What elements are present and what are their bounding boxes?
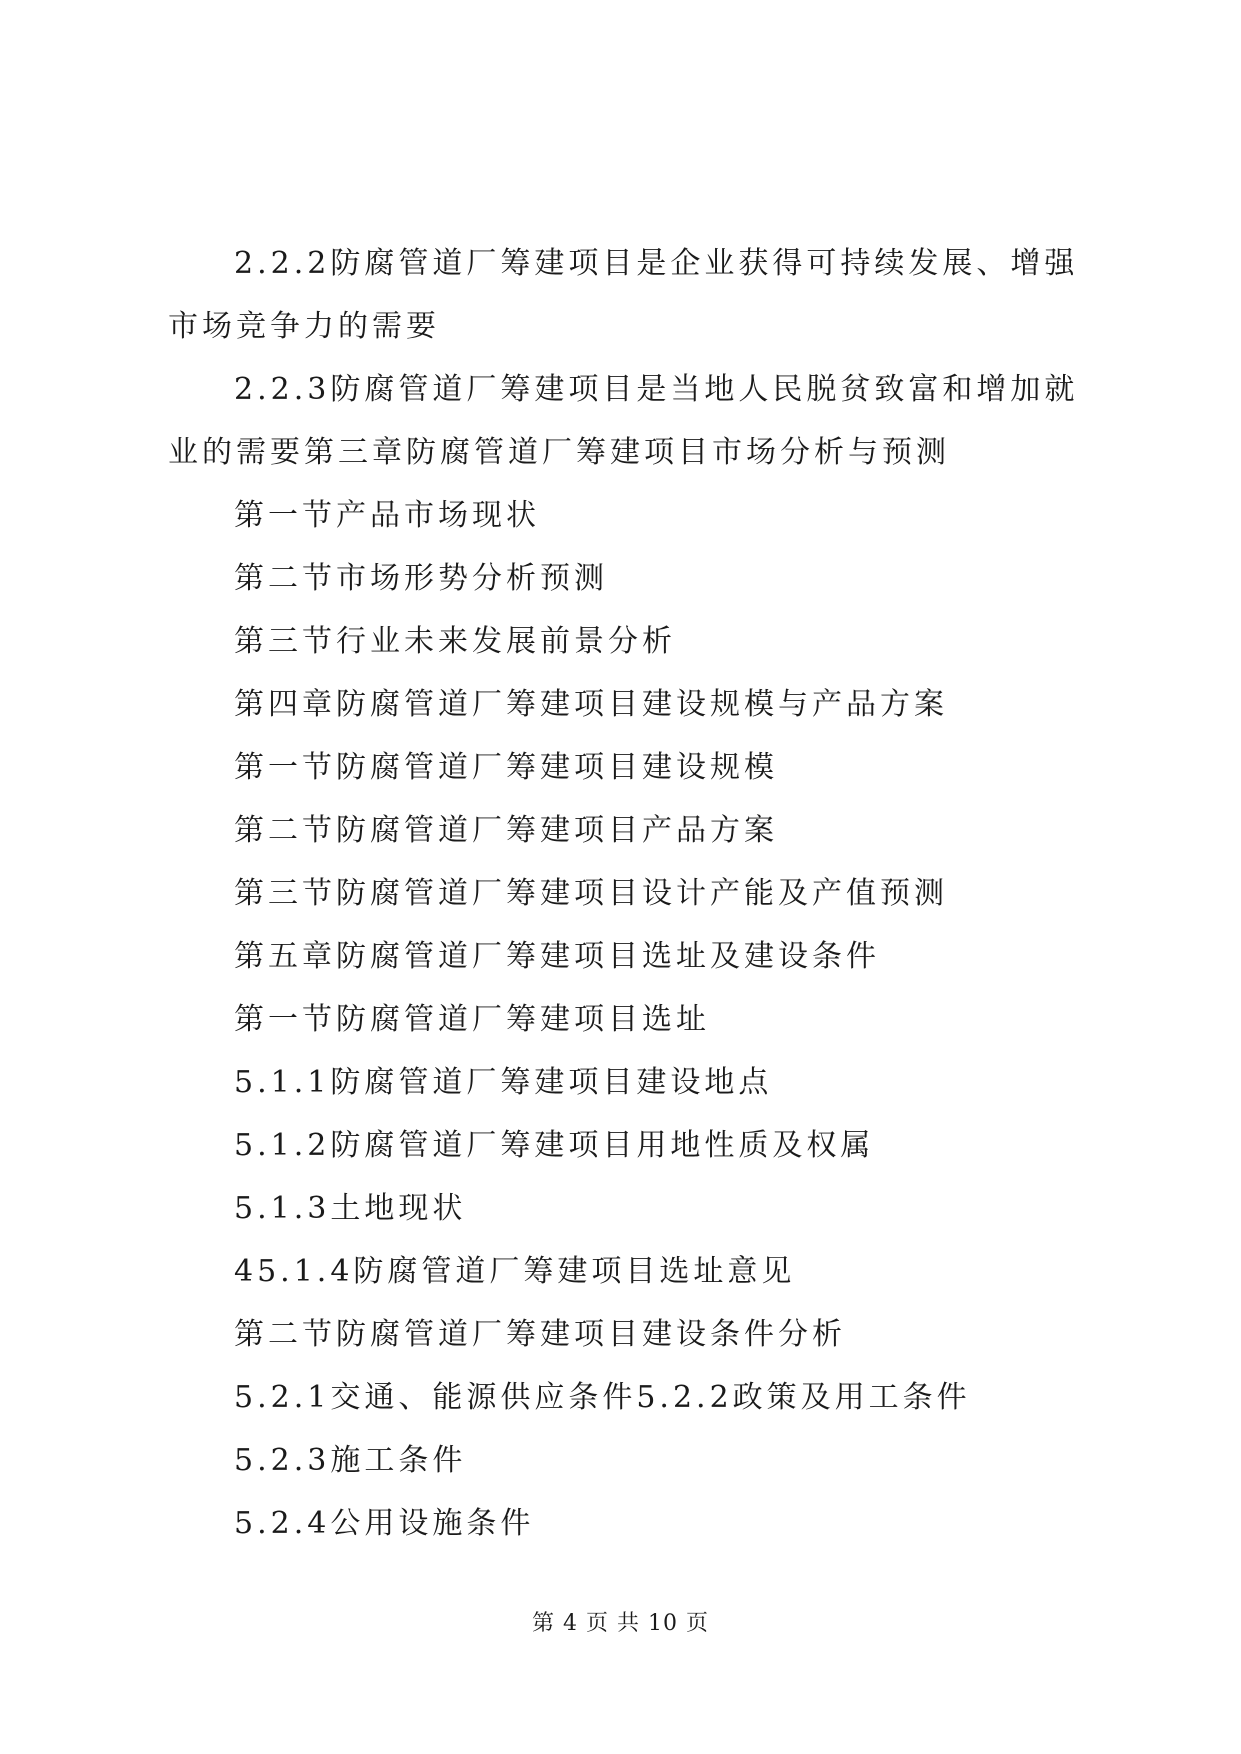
toc-line: 第三节防腐管道厂筹建项目设计产能及产值预测 xyxy=(234,876,948,911)
toc-line: 45.1.4防腐管道厂筹建项目选址意见 xyxy=(234,1254,796,1289)
toc-line: 5.2.4公用设施条件 xyxy=(234,1506,535,1541)
toc-line: 5.2.3施工条件 xyxy=(234,1443,467,1478)
paragraph-2-2-3: 2.2.3防腐管道厂筹建项目是当地人民脱贫致富和增加就业的需要第三章防腐管道厂筹建项目市场分析与预测 xyxy=(168,372,1079,470)
toc-line: 第二节市场形势分析预测 xyxy=(234,561,608,596)
toc-line: 第二节防腐管道厂筹建项目建设条件分析 xyxy=(234,1317,846,1352)
toc-line: 第一节防腐管道厂筹建项目建设规模 xyxy=(234,750,778,785)
toc-line: 第四章防腐管道厂筹建项目建设规模与产品方案 xyxy=(234,687,948,722)
toc-line: 5.1.2防腐管道厂筹建项目用地性质及权属 xyxy=(234,1128,875,1163)
paragraph-2-2-2: 2.2.2防腐管道厂筹建项目是企业获得可持续发展、增强市场竞争力的需要 xyxy=(168,246,1079,344)
toc-line: 第三节行业未来发展前景分析 xyxy=(234,624,676,659)
toc-line: 第二节防腐管道厂筹建项目产品方案 xyxy=(234,813,778,848)
toc-line: 第一节产品市场现状 xyxy=(234,498,540,533)
page-footer: 第 4 页 共 10 页 xyxy=(532,1611,709,1636)
toc-line: 5.1.3土地现状 xyxy=(234,1191,467,1226)
toc-line: 第一节防腐管道厂筹建项目选址 xyxy=(234,1002,710,1037)
toc-line: 第五章防腐管道厂筹建项目选址及建设条件 xyxy=(234,939,880,974)
document-body xyxy=(168,232,1088,1555)
toc-line: 5.1.1防腐管道厂筹建项目建设地点 xyxy=(234,1065,773,1100)
toc-line: 5.2.1交通、能源供应条件5.2.2政策及用工条件 xyxy=(234,1380,971,1415)
